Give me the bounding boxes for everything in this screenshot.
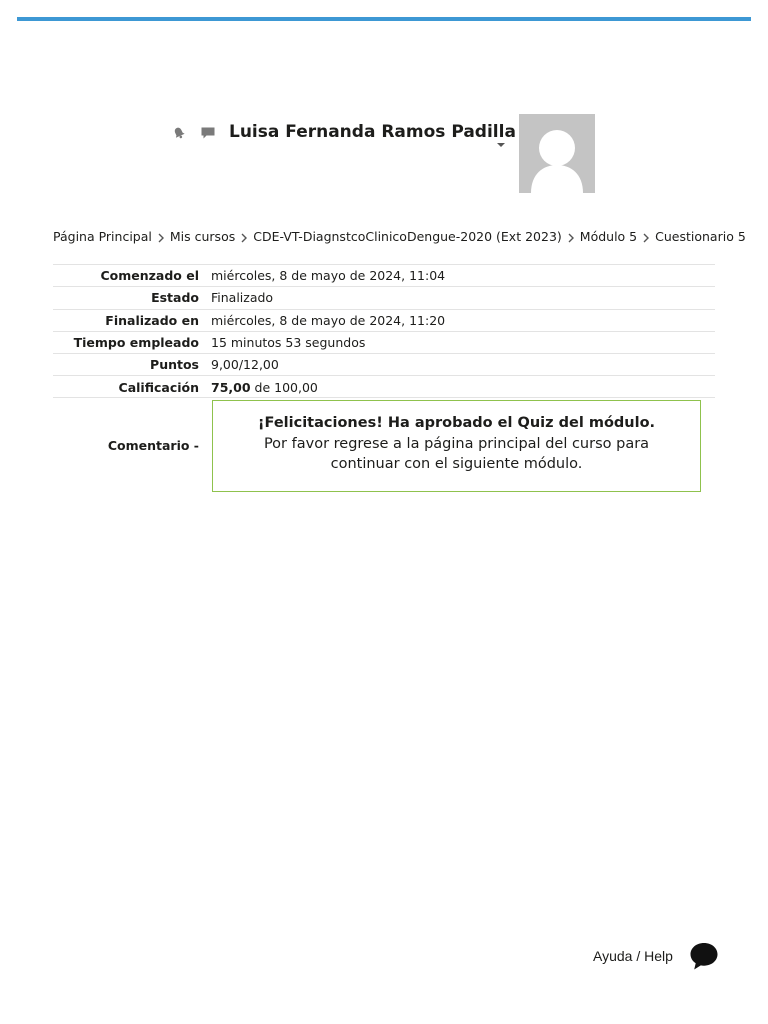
table-row — [53, 286, 715, 308]
row-label: Comenzado el — [100, 268, 199, 284]
breadcrumb-quiz[interactable]: Cuestionario 5 — [655, 229, 746, 244]
row-value: miércoles, 8 de mayo de 2024, 11:20 — [211, 312, 446, 328]
grade-suffix: de 100,00 — [254, 379, 318, 395]
grade-score: 75,00 — [211, 379, 251, 395]
table-row — [53, 353, 715, 375]
chevron-right-icon — [562, 229, 580, 244]
chevron-right-icon — [152, 229, 170, 244]
feedback-heading: ¡Felicitaciones! Ha aprobado el Quiz del módulo. — [257, 415, 656, 431]
table-row — [53, 331, 715, 353]
attempt-summary-table — [53, 264, 715, 398]
row-label: Finalizado en — [105, 312, 199, 328]
row-value: 9,00/12,00 — [211, 357, 279, 373]
top-accent-bar — [17, 17, 751, 21]
row-label: Puntos — [150, 357, 199, 373]
comment-row — [53, 397, 715, 493]
grade-label: Calificación — [118, 379, 199, 395]
row-label: Estado — [151, 290, 199, 306]
feedback-box — [212, 400, 701, 492]
feedback-body: Por favor regrese a la página principal del curso para continuar con el siguiente módulo. — [263, 435, 650, 472]
grade-row — [53, 375, 715, 397]
chevron-right-icon — [637, 229, 655, 244]
message-icon[interactable] — [200, 125, 216, 144]
row-value: miércoles, 8 de mayo de 2024, 11:04 — [211, 268, 446, 284]
grade-value — [199, 380, 318, 395]
breadcrumb-my-courses[interactable]: Mis cursos — [169, 229, 236, 244]
help-link[interactable]: Ayuda / Help — [593, 948, 673, 964]
bell-icon[interactable] — [172, 125, 186, 144]
breadcrumb-module[interactable]: Módulo 5 — [579, 229, 638, 244]
caret-down-icon[interactable] — [496, 133, 506, 152]
row-value: 15 minutos 53 segundos — [211, 335, 366, 351]
chat-bubble-icon[interactable] — [688, 940, 720, 976]
chevron-right-icon — [235, 229, 253, 244]
breadcrumb-course[interactable]: CDE-VT-DiagnstcoClinicoDengue-2020 (Ext 2023) — [253, 229, 562, 244]
breadcrumb — [53, 229, 746, 244]
comment-label: Comentario - — [107, 438, 199, 453]
avatar[interactable] — [519, 114, 595, 193]
table-row — [53, 264, 715, 286]
row-label: Tiempo empleado — [73, 335, 199, 351]
breadcrumb-home[interactable]: Página Principal — [53, 229, 152, 244]
row-value: Finalizado — [211, 290, 274, 306]
table-row — [53, 309, 715, 331]
default-user-avatar — [519, 114, 595, 193]
user-name[interactable]: Luisa Fernanda Ramos Padilla — [229, 122, 516, 142]
